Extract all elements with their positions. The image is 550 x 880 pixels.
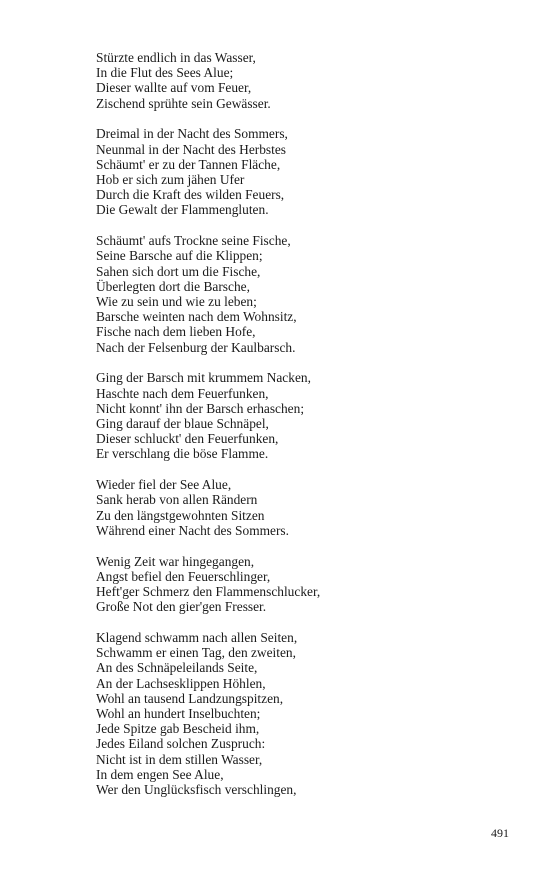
verse-line: Stürzte endlich in das Wasser, (96, 50, 256, 65)
verse-line: Wohl an hundert Inselbuchten; (96, 706, 261, 722)
verse-line: Ging darauf der blaue Schnäpel, (96, 416, 269, 432)
verse-line: Schwamm er einen Tag, den zweiten, (96, 645, 296, 661)
verse-line: Nicht ist in dem stillen Wasser, (96, 751, 263, 767)
verse-line: Jedes Eiland solchen Zuspruch: (96, 736, 266, 752)
verse-line: Dieser schluckt' den Feuerfunken, (96, 431, 279, 447)
page-number: 491 (491, 826, 509, 840)
verse-line: Wohl an tausend Landzungspitzen, (96, 690, 284, 706)
stanza (96, 370, 496, 461)
verse-line: Jede Spitze gab Bescheid ihm, (96, 721, 260, 737)
stanza (96, 126, 496, 217)
verse-line: Nicht konnt' ihn der Barsch erhaschen; (96, 400, 305, 416)
verse-line: Heft'ger Schmerz den Flammenschlucker, (96, 584, 321, 600)
verse-line: Dreimal in der Nacht des Sommers, (96, 126, 288, 142)
verse-line: In die Flut des Sees Alue; (96, 65, 234, 81)
verse-line: In dem engen See Alue, (96, 766, 224, 782)
verse-line: An der Lachsesklippen Höhlen, (96, 675, 266, 691)
stanza (96, 477, 496, 538)
verse-line: Große Not den gier'gen Fresser. (96, 599, 267, 615)
verse-line: Durch die Kraft des wilden Feuers, (96, 187, 285, 203)
verse-line: Wie zu sein und wie zu leben; (96, 294, 257, 310)
verse-line: Sahen sich dort um die Fische, (96, 263, 261, 279)
verse-line: Schäumt' aufs Trockne seine Fische, (96, 233, 291, 249)
verse-line: Wieder fiel der See Alue, (96, 477, 232, 493)
verse-line: Dieser wallte auf vom Feuer, (96, 80, 252, 96)
verse-line: Ging der Barsch mit krummem Nacken, (96, 370, 311, 386)
stanza (96, 233, 496, 355)
verse-line: Zu den längstgewohnten Sitzen (96, 507, 265, 523)
verse-line: Wenig Zeit war hingegangen, (96, 553, 255, 569)
verse-line: Barsche weinten nach dem Wohnsitz, (96, 309, 297, 325)
verse-line: Neunmal in der Nacht des Herbstes (96, 141, 287, 157)
verse-line: Schäumt' er zu der Tannen Fläche, (96, 156, 281, 172)
verse-line: Hob er sich zum jähen Ufer (96, 172, 245, 188)
verse-line: Während einer Nacht des Sommers. (96, 522, 289, 538)
verse-line: Überlegten dort die Barsche, (96, 278, 250, 294)
verse-line: Klagend schwamm nach allen Seiten, (96, 630, 298, 646)
verse-line: Die Gewalt der Flammengluten. (96, 202, 269, 218)
verse-line: An des Schnäpeleilands Seite, (96, 660, 258, 676)
verse-line: Wer den Unglücksfisch verschlingen, (96, 782, 297, 798)
verse-line: Haschte nach dem Feuerfunken, (96, 385, 269, 401)
stanza (96, 50, 496, 111)
poem-body (96, 50, 496, 813)
verse-line: Angst befiel den Feuerschlinger, (96, 568, 271, 584)
verse-line: Er verschlang die böse Flamme. (96, 446, 269, 462)
stanza (96, 630, 496, 797)
verse-line: Sank herab von allen Rändern (96, 492, 258, 508)
verse-line: Zischend sprühte sein Gewässer. (96, 95, 271, 111)
stanza (96, 554, 496, 615)
verse-line: Nach der Felsenburg der Kaulbarsch. (96, 339, 296, 355)
verse-line: Fische nach dem lieben Hofe, (96, 324, 256, 340)
verse-line: Seine Barsche auf die Klippen; (96, 248, 263, 264)
